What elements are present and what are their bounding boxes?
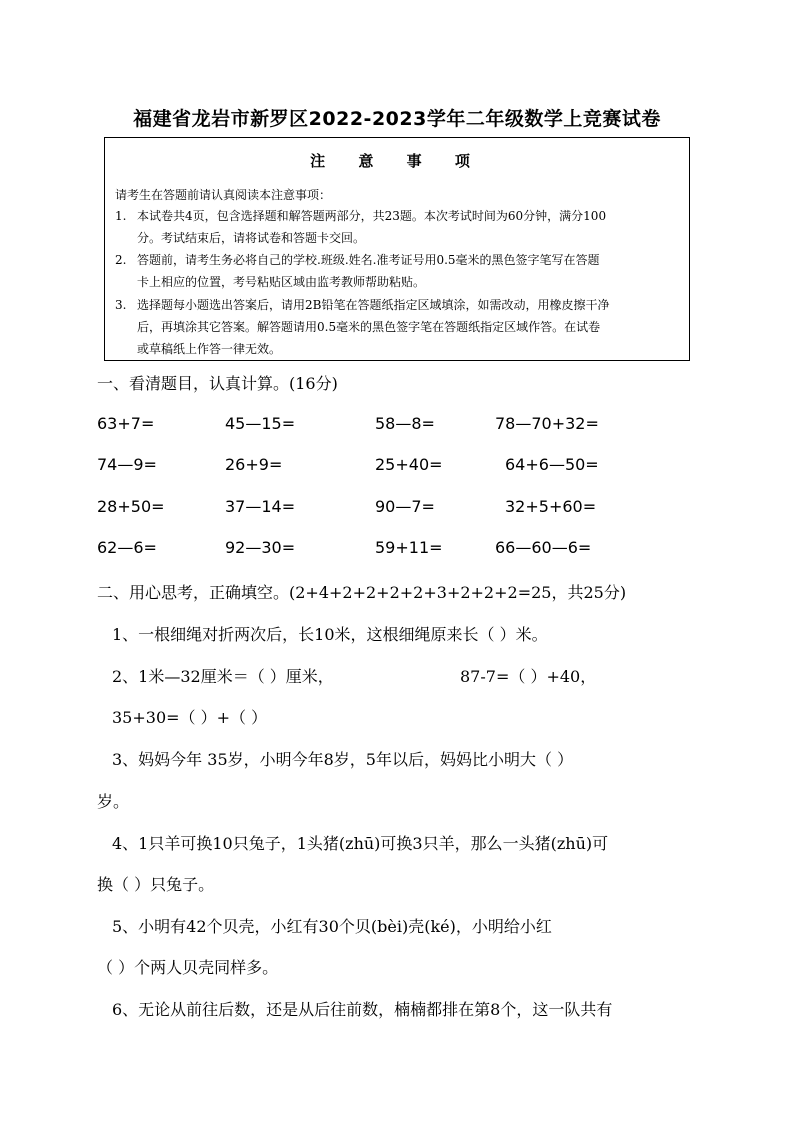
- calc-item: 78—70+32=: [495, 414, 599, 433]
- question-1: 1、一根细绳对折两次后，长10米，这根细绳原来长（ ）米。: [112, 625, 548, 644]
- notice-item-2: [115, 249, 685, 289]
- calc-item: 66—60—6=: [495, 538, 592, 557]
- question-2-part-a: 2、1米—32厘米＝（ ）厘米，: [112, 667, 334, 686]
- section-1-heading: 一、看清题目，认真计算。(16分): [97, 374, 338, 393]
- calc-item: 32+5+60=: [505, 497, 597, 516]
- notice-item-3: [115, 294, 685, 356]
- notice-item-number: 2.: [115, 253, 127, 267]
- calc-item: 37—14=: [225, 497, 296, 516]
- question-3-line-2: 岁。: [97, 792, 130, 811]
- notice-item-line: 分。考试结束后，请将试卷和答题卡交回。: [137, 231, 366, 245]
- question-6-line-1: 6、无论从前往后数，还是从后往前数，楠楠都排在第8个，这一队共有: [112, 1000, 613, 1019]
- question-5-line-2: （ ）个两人贝壳同样多。: [97, 958, 279, 977]
- notice-item-line: 后，再填涂其它答案。解答题请用0.5毫米的黑色签字笔在答题纸指定区域作答。在试卷: [137, 320, 601, 334]
- calc-item: 63+7=: [97, 414, 155, 433]
- notice-item-line: 卡上相应的位置，考号粘贴区域由监考教师帮助粘贴。: [137, 275, 426, 289]
- calc-item: 45—15=: [225, 414, 296, 433]
- question-5-line-1: 5、小明有42个贝壳，小红有30个贝(bèi)壳(ké)，小明给小红: [112, 917, 552, 936]
- question-2-part-b: 87-7=（ ）+40，: [460, 667, 597, 686]
- calc-item: 26+9=: [225, 455, 283, 474]
- calc-item: 62—6=: [97, 538, 157, 557]
- notice-heading: 注 意 事 项: [310, 152, 484, 170]
- notice-item-line: 选择题每小题选出答案后，请用2B铅笔在答题纸指定区域填涂，如需改动，用橡皮擦干净: [137, 298, 610, 312]
- calc-item: 90—7=: [375, 497, 435, 516]
- question-4-line-1: 4、1只羊可换10只兔子，1头猪(zhū)可换3只羊，那么一头猪(zhū)可: [112, 834, 609, 853]
- calc-item: 58—8=: [375, 414, 435, 433]
- notice-item-line: 答题前，请考生务必将自己的学校.班级.姓名.准考证号用0.5毫米的黑色签字笔写在答题: [137, 253, 600, 267]
- notice-item-line: 或草稿纸上作答一律无效。: [137, 342, 282, 356]
- calc-item: 64+6—50=: [505, 455, 599, 474]
- calc-item: 74—9=: [97, 455, 157, 474]
- question-4-line-2: 换（ ）只兔子。: [97, 875, 215, 894]
- notice-item-line: 本试卷共4页，包含选择题和解答题两部分，共23题。本次考试时间为60分钟，满分100: [137, 209, 607, 223]
- calc-item: 28+50=: [97, 497, 165, 516]
- notice-item-number: 3.: [115, 298, 127, 312]
- section-2-heading: 二、用心思考，正确填空。(2+4+2+2+2+2+3+2+2+2=25，共25分): [97, 583, 627, 602]
- calc-item: 25+40=: [375, 455, 443, 474]
- notice-item-number: 1.: [115, 209, 127, 223]
- exam-title: 福建省龙岩市新罗区2022-2023学年二年级数学上竞赛试卷: [133, 108, 661, 130]
- question-2-part-c: 35+30=（ ）+（ ）: [112, 708, 268, 727]
- question-3-line-1: 3、妈妈今年 35岁，小明今年8岁，5年以后，妈妈比小明大（ ）: [112, 750, 574, 769]
- calc-item: 59+11=: [375, 538, 443, 557]
- calc-item: 92—30=: [225, 538, 296, 557]
- notice-item-1: [115, 205, 685, 245]
- notice-intro: 请考生在答题前请认真阅读本注意事项：: [115, 188, 332, 202]
- notice-box: [104, 137, 690, 361]
